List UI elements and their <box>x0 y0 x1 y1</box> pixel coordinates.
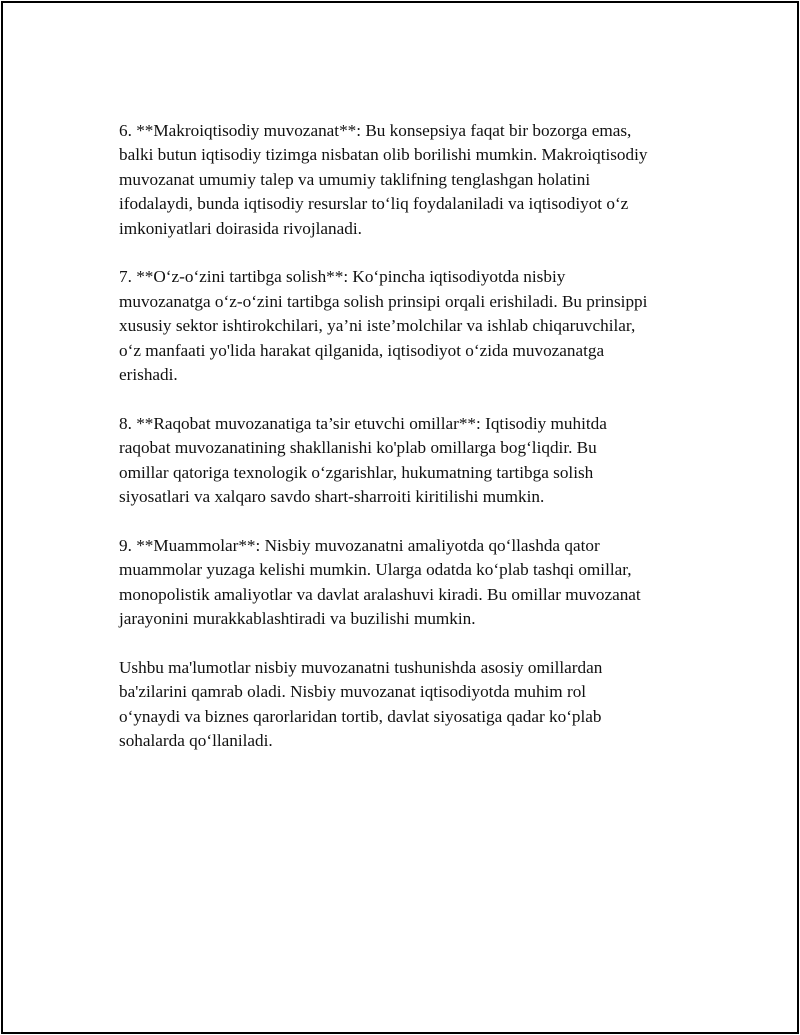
paragraph-raqobat-muvozanati <box>119 412 699 510</box>
text-line: ba'zilarini qamrab oladi. Nisbiy muvozanat iqtisodiyotda muhim rol <box>119 682 587 702</box>
text-line: erishadi. <box>119 365 178 385</box>
paragraph-makroiqtisodiy-muvozanat <box>119 119 699 241</box>
text-line: omillar qatoriga texnologik o‘zgarishlar, hukumatning tartibga solish <box>119 462 594 482</box>
text-line: o‘ynaydi va biznes qarorlaridan tortib, davlat siyosatiga qadar ko‘plab <box>119 706 602 726</box>
text-line: jarayonini murakkablashtiradi va buzilishi mumkin. <box>119 609 476 629</box>
text-line: 8. **Raqobat muvozanatiga ta’sir etuvchi omillar**: Iqtisodiy muhitda <box>119 413 607 433</box>
document-page <box>1 1 799 1034</box>
text-line: raqobat muvozanatining shakllanishi ko'plab omillarga bog‘liqdir. Bu <box>119 438 597 458</box>
text-line: balki butun iqtisodiy tizimga nisbatan olib borilishi mumkin. Makroiqtisodiy <box>119 145 648 165</box>
text-line: muammolar yuzaga kelishi mumkin. Ularga odatda ko‘plab tashqi omillar, <box>119 560 632 580</box>
text-line: ifodalaydi, bunda iqtisodiy resurslar to‘liq foydalaniladi va iqtisodiyot o‘z <box>119 194 629 214</box>
document-body <box>119 119 699 778</box>
text-line: Ushbu ma'lumotlar nisbiy muvozanatni tushunishda asosiy omillardan <box>119 657 603 677</box>
text-line: sohalarda qo‘llaniladi. <box>119 731 273 751</box>
text-line: 6. **Makroiqtisodiy muvozanat**: Bu konsepsiya faqat bir bozorga emas, <box>119 121 632 140</box>
text-line: muvozanat umumiy talep va umumiy taklifning tenglashgan holatini <box>119 169 591 189</box>
paragraph-oz-ozini-tartibga-solish <box>119 265 699 387</box>
text-line: muvozanatga o‘z-o‘zini tartibga solish prinsipi orqali erishiladi. Bu prinsippi <box>119 291 648 311</box>
text-line: imkoniyatlari doirasida rivojlanadi. <box>119 218 362 238</box>
text-line: 9. **Muammolar**: Nisbiy muvozanatni amaliyotda qo‘llashda qator <box>119 535 600 555</box>
text-line: 7. **O‘z-o‘zini tartibga solish**: Ko‘pincha iqtisodiyotda nisbiy <box>119 267 566 287</box>
text-line: monopolistik amaliyotlar va davlat aralashuvi kiradi. Bu omillar muvozanat <box>119 584 641 604</box>
text-line: siyosatlari va xalqaro savdo shart-sharroiti kiritilishi mumkin. <box>119 487 545 507</box>
paragraph-muammolar <box>119 534 699 632</box>
text-line: xususiy sektor ishtirokchilari, ya’ni iste’molchilar va ishlab chiqaruvchilar, <box>119 316 636 336</box>
paragraph-conclusion <box>119 656 699 754</box>
text-line: o‘z manfaati yo'lida harakat qilganida, iqtisodiyot o‘zida muvozanatga <box>119 340 605 360</box>
